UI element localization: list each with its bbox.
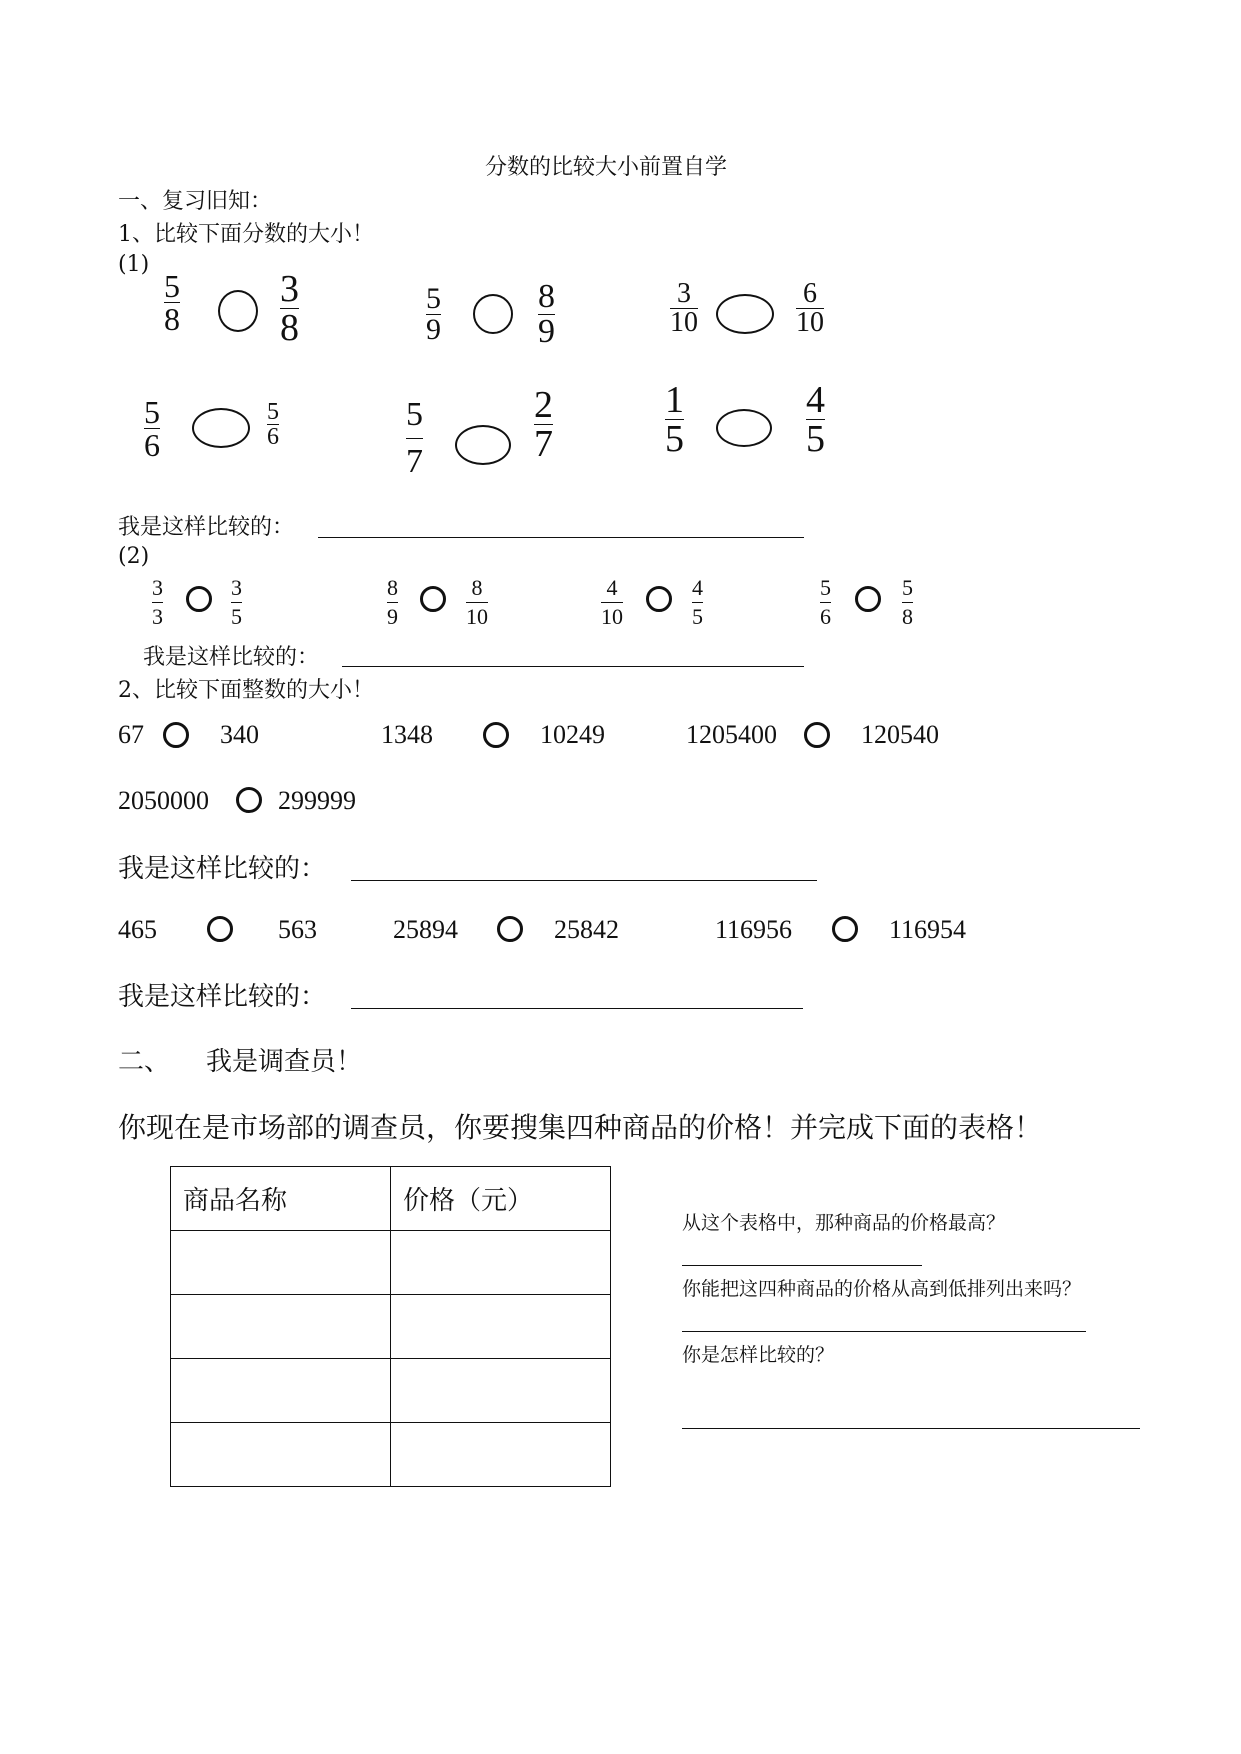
fraction: 5 6: [267, 399, 279, 450]
answer-line[interactable]: [682, 1265, 922, 1266]
compare-circle[interactable]: [236, 787, 262, 813]
integer: 10249: [540, 720, 605, 749]
explain-label: 我是这样比较的：: [143, 645, 320, 670]
compare-circle[interactable]: [855, 586, 881, 612]
answer-line[interactable]: [351, 880, 817, 881]
fraction: 8 9: [387, 575, 398, 629]
question1-label: 1、比较下面分数的大小！: [118, 222, 374, 247]
part1-label: (1): [118, 252, 150, 277]
compare-circle[interactable]: [192, 408, 250, 448]
fraction: 5 8: [902, 575, 913, 629]
integer: 116954: [889, 915, 967, 944]
question2-label: 2、比较下面整数的大小！: [118, 678, 374, 703]
compare-circle[interactable]: [483, 722, 509, 748]
price-cell[interactable]: [391, 1295, 611, 1359]
table-row: [171, 1423, 611, 1487]
integer: 120540: [861, 720, 939, 749]
integer: 1348: [381, 720, 433, 749]
header-product-name: 商品名称: [171, 1167, 391, 1231]
section2-number: 二、: [118, 1047, 171, 1077]
integer: 2050000: [118, 786, 209, 815]
integer: 25842: [554, 915, 619, 944]
table-header-row: [171, 1167, 611, 1231]
page-title: 分数的比较大小前置自学: [485, 155, 728, 180]
compare-circle[interactable]: [163, 722, 189, 748]
fraction: 4 5: [806, 379, 825, 460]
compare-circle[interactable]: [207, 916, 233, 942]
integer: 299999: [278, 786, 356, 815]
integer: 67: [118, 720, 144, 749]
fraction: 4 10: [601, 575, 623, 629]
answer-line[interactable]: [682, 1428, 1140, 1429]
compare-circle[interactable]: [804, 722, 830, 748]
integer: 563: [278, 915, 317, 944]
fraction: 3 10: [670, 278, 698, 338]
fraction: 5 8: [164, 268, 180, 337]
fraction: 3 3: [152, 575, 163, 629]
answer-line[interactable]: [342, 666, 804, 667]
integer: 25894: [393, 915, 458, 944]
fraction: 1 5: [665, 379, 684, 460]
section1-heading: 一、复习旧知：: [118, 189, 273, 214]
price-cell[interactable]: [391, 1423, 611, 1487]
explain-label: 我是这样比较的：: [118, 982, 327, 1012]
compare-circle[interactable]: [832, 916, 858, 942]
fraction: 6 10: [796, 278, 824, 338]
question-highest-price: 从这个表格中，那种商品的价格最高？: [682, 1212, 1006, 1234]
product-name-cell[interactable]: [171, 1423, 391, 1487]
price-table: [170, 1166, 611, 1487]
question-price-order: 你能把这四种商品的价格从高到低排列出来吗？: [682, 1278, 1082, 1300]
integer: 1205400: [686, 720, 777, 749]
fraction: 5 6: [144, 394, 160, 463]
compare-circle[interactable]: [473, 294, 513, 334]
explain-label: 我是这样比较的：: [118, 515, 295, 540]
price-cell[interactable]: [391, 1231, 611, 1295]
answer-line[interactable]: [682, 1331, 1086, 1332]
compare-circle[interactable]: [186, 586, 212, 612]
compare-circle[interactable]: [455, 425, 511, 465]
question-how-compare: 你是怎样比较的？: [682, 1344, 835, 1366]
fraction: 5 7: [406, 396, 423, 480]
header-price: 价格（元）: [391, 1167, 611, 1231]
compare-circle[interactable]: [497, 916, 523, 942]
product-name-cell[interactable]: [171, 1295, 391, 1359]
fraction: 5 6: [820, 575, 831, 629]
compare-circle[interactable]: [420, 586, 446, 612]
compare-circle[interactable]: [716, 409, 772, 447]
compare-circle[interactable]: [646, 586, 672, 612]
product-name-cell[interactable]: [171, 1231, 391, 1295]
compare-circle[interactable]: [218, 290, 258, 332]
table-row: [171, 1231, 611, 1295]
compare-circle[interactable]: [716, 294, 774, 334]
section2-heading: 我是调查员！: [206, 1047, 363, 1077]
fraction: 3 5: [231, 575, 242, 629]
section2-intro: 你现在是市场部的调查员，你要搜集四种商品的价格！并完成下面的表格！: [118, 1111, 1043, 1144]
fraction: 4 5: [692, 575, 703, 629]
product-name-cell[interactable]: [171, 1359, 391, 1423]
integer: 465: [118, 915, 157, 944]
fraction: 8 9: [538, 278, 555, 350]
fraction: 2 7: [534, 384, 553, 465]
fraction: 3 8: [280, 268, 299, 349]
part2-label: (2): [118, 544, 150, 569]
integer: 340: [220, 720, 259, 749]
explain-label: 我是这样比较的：: [118, 854, 327, 884]
answer-line[interactable]: [318, 537, 804, 538]
price-cell[interactable]: [391, 1359, 611, 1423]
table-row: [171, 1295, 611, 1359]
table-row: [171, 1359, 611, 1423]
fraction: 8 10: [466, 575, 488, 629]
answer-line[interactable]: [351, 1008, 803, 1009]
fraction: 5 9: [426, 282, 441, 346]
integer: 116956: [715, 915, 793, 944]
